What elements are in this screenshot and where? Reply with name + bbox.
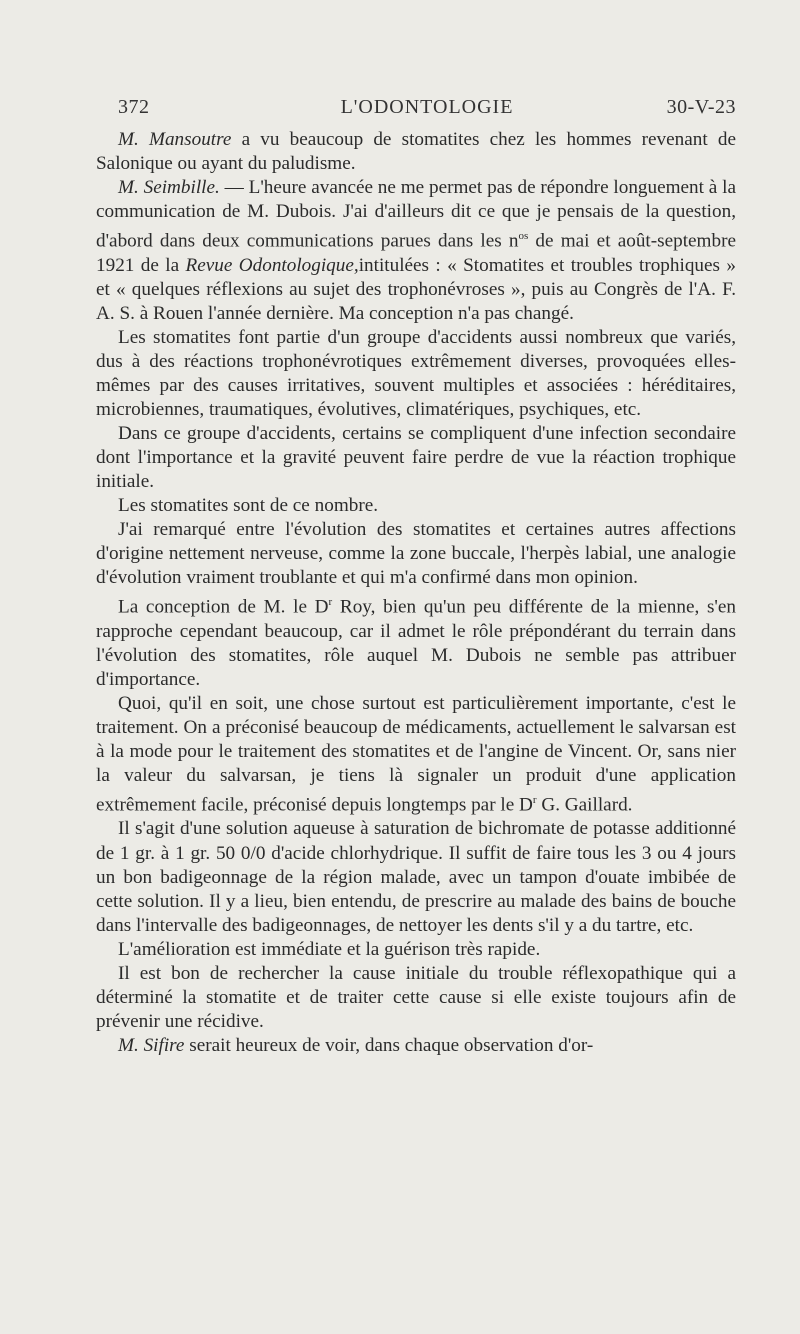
paragraph <box>96 692 736 818</box>
paragraph-text: Quoi, qu'il en soit, une chose surtout est particulièrement importante, c'est le traitement. On a préconisé beaucoup de médicaments, actuellement le salvarsan est à la mode pour le traitement des stomatites et de l'angine de Vincent. Or, sans nier la valeur du salvarsan, je tiens là signaler un produit d'une application extrêmement facile, préconisé depuis longtemps par le D <box>96 692 736 816</box>
speaker-name: M. Sifire <box>118 1034 185 1056</box>
paragraph-text: a vu beaucoup de stomatites chez les hommes revenant de Salonique ou ayant du paludisme. <box>96 129 736 175</box>
paragraph: Dans ce groupe d'accidents, certains se compliquent d'une infection secondaire dont l'importance et la gravité peuvent faire perdre de vue la réaction trophique initiale. <box>96 422 736 493</box>
paragraph-sifire <box>96 1034 736 1058</box>
paragraph-mansoutre <box>96 128 736 176</box>
paragraph: Il s'agit d'une solution aqueuse à saturation de bichromate de potasse additionné de 1 gr. à 1 gr. 50 0/0 d'acide chlorhydrique. Il suffit de faire tous les 3 ou 4 jours un bon badigeonnage de la région malade, avec un tampon d'ouate imbibée de cette solution. Il y a lieu, bien entendu, de prescrire au malade des bains de bouche dans l'intervalle des badigeonnages, de nettoyer les dents s'il y a du tartre, etc. <box>96 818 736 936</box>
speaker-name: M. Mansoutre <box>118 129 232 150</box>
paragraph: Les stomatites sont de ce nombre. <box>118 495 379 517</box>
paragraph-text: intitulées : « Stomatites et troubles trophiques » et « quelques réflexions au sujet des trophonévroses », puis au Congrès de l'A. F. A. S. à Rouen l'année dernière. Ma conception n'a pas changé. <box>96 254 736 324</box>
body-text <box>96 128 736 1058</box>
paragraph-text: G. Gaillard. <box>536 794 633 816</box>
paragraph: Il est bon de rechercher la cause initiale du trouble réflexopathique qui a déterminé la stomatite et de traiter cette cause si elle existe toujours afin de prévenir une récidive. <box>96 962 736 1032</box>
journal-title: L'ODONTOLOGIE <box>340 96 514 118</box>
journal-name: Revue Odontologique, <box>185 254 359 276</box>
paragraph-seimbille <box>96 176 736 326</box>
paragraph-text: serait heureux de voir, dans chaque observation d'or- <box>184 1034 594 1056</box>
paragraph <box>96 590 736 692</box>
paragraph: Les stomatites font partie d'un groupe d'accidents aussi nombreux que variés, dus à des réactions trophonévrotiques extrêmement diverses, provoquées elles-mêmes par des causes irritatives, souvent multiples et associées : héréditaires, microbiennes, traumatiques, évolutives, climatériques, psychiques, etc. <box>96 326 736 420</box>
page-number: 372 <box>118 96 150 118</box>
paragraph-text: La conception de M. le D <box>118 596 329 618</box>
paragraph: L'amélioration est immédiate et la guérison très rapide. <box>118 938 541 960</box>
superscript: os <box>518 230 529 243</box>
running-header <box>118 96 736 126</box>
paragraph: J'ai remarqué entre l'évolution des stomatites et certaines autres affections d'origine nettement nerveuse, comme la zone buccale, l'herpès labial, une analogie d'évolution vraiment troublante et qui m'a confirmé dans mon opinion. <box>96 519 736 589</box>
issue-date: 30-V-23 <box>666 96 736 118</box>
speaker-name: M. Seimbille. <box>118 177 220 199</box>
superscript: r <box>328 596 333 609</box>
paragraph-text: Roy, bien qu'un peu différente de la mienne, s'en rapproche cependant beaucoup, car il admet le rôle prépondérant du terrain dans l'évolution des stomatites, rôle auquel M. Dubois ne semble pas attribuer d'importance. <box>96 596 736 690</box>
superscript: r <box>532 794 537 807</box>
paragraph-text: de mai et août-septembre 1921 de la <box>96 230 736 276</box>
paragraph-text: — L'heure avancée ne me permet pas de répondre longuement à la communication de M. Dubois. J'ai d'ailleurs dit ce que je pensais de la question, d'abord dans deux communications parues dans les n <box>96 177 736 252</box>
